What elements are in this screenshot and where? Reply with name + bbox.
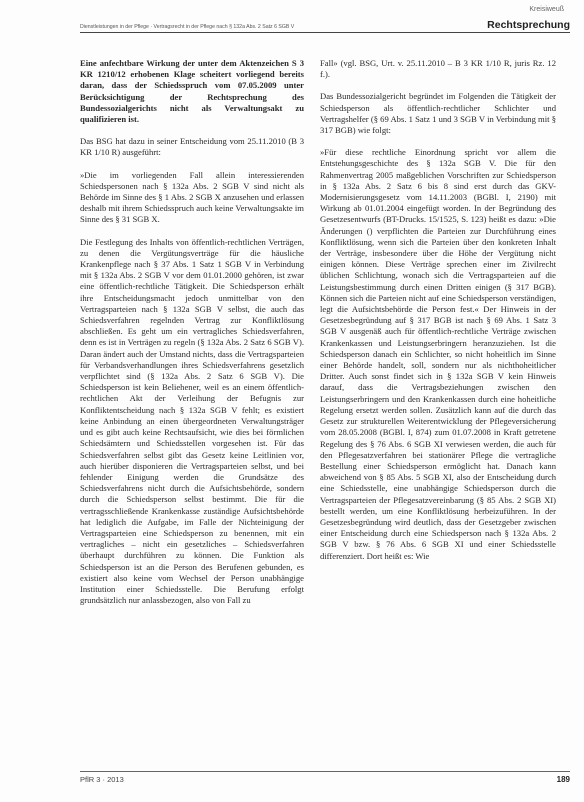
quote-paragraph: Die Festlegung des Inhalts von öffentlich-rechtlichen Verträgen, zu denen die Vergütungsverträge für die häusliche Krankenpflege nach § 37 Abs. 1 Satz 1 SGB V in Verbindung mit § 132a Abs. 2 SGB V vor dem 01.01.2000 gehören, ist zwar eine öffentlich-rechtliche Tätigkeit. Die Schiedsperson erhält ihre Entscheidungsmacht jedoch unmittelbar von den Vertragsparteien nach § 132a SGB V selbst, die auch das Schiedsverfahren regelnden Vertrag zur Konfliktlösung abschließen. Es geht um ein vertragliches Schiedsverfahren, denn es ist in Verträgen zu regeln (§ 132a Abs. 2 Satz 6 SGB V). Daran ändert auch der Umstand nichts, dass die Vertragsparteien für Verbandsverhandlungen ihres Schiedsverfahrens gesetzlich verpflichtet sind (§ 132a Abs. 2 Satz 6 SGB V). Die Schiedsperson ist kein Beliehener, weil es an einem öffentlich-rechtlichen Akt der Verleihung der Befugnis zur Konfliktentscheidung nach § 132a SGB V fehlt; es existiert keine Anbindung an einen übergeordneten Verwaltungsträger und es gibt auch keine Rechtsaufsicht, wie dies bei förmlichen Schiedsämtern und Schiedsstellen vorgesehen ist. Für das Schiedsverfahren selbst gibt das Gesetz keine Leitlinien vor, auch hierüber disponieren die Vertragsparteien selbst, und bei fehlender Einigung werden die Grundsätze des Schiedsverfahrens nicht durch die Aufsichtsbehörde, sondern durch die Schiedsperson selbst bestimmt. Die für die vertragsschließende Krankenkasse zuständige Aufsichtsbehörde hat lediglich die Aufgabe, im Falle der Nichteinigung der Vertragsparteien eine Schiedsperson zu benennen, mit ein vertragliches – nicht ein gesetzliches – Schiedsverfahren überhaupt durchführen zu können. Die Funktion als Schiedsperson ist an die Person des Berufenen gebunden, es existiert also keine vom Wechsel der Person unabhängige Institution einer Schiedsstelle. Die Berufung erfolgt grundsätzlich nur anlassbezogen, also von Fall zu (80, 236, 304, 606)
running-header (80, 17, 570, 33)
left-column (80, 58, 304, 617)
quote-paragraph: »Für diese rechtliche Einordnung spricht vor allem die Entstehungsgeschichte des § 132a SGB V. Die für den Rahmenvertrag 2005 maßgeblichen Vorschriften zur Schiedsperson in § 132a Abs. 2 Satz 6 bis 8 sind erst durch das GKV-Modernisierungsgesetz vom 14.11.2003 (BGBl. I, 2190) mit Wirkung ab 01.01.2004 eingefügt worden. In der Begründung des Gesetzesentwurfs (BT-Drucks. 15/1525, S. 123) heißt es dazu: »Die Änderungen () verpflichten die Parteien zur Durchführung eines Konfliktlösung, wenn sich die Parteien über den konkreten Inhalt der Verträge, insbesondere über die Höhe der Vergütung nicht einigen können. Diese Verträge sprechen einer im Zivilrecht üblichen Schlichtung, wonach sich die Vertragsparteien auf die Leistungsbestimmung durch einen Dritten einigen (§ 317 BGB). Können sich die Parteien nicht auf eine Schiedsperson verständigen, legt die Aufsichtsbehörde die Person fest.« Der Hinweis in der Gesetzesbegründung auf § 317 BGB ist nach § 69 Abs. 1 Satz 3 SGB V ausgenäß auch für öffentlich-rechtliche Verträge zwischen Krankenkassen und Leistungserbringern heranzuziehen. Ist die Schiedsperson danach ein Schlichter, so nicht hoheitlich im Sinne einer Behörde handelt, soll, sondern nur als nichthoheitlicher Dritter. Auch sonst findet sich in § 132a SGB V kein Hinweis darauf, dass die Vertragsbeziehungen zwischen den Leistungserbringern und den Krankenkassen durch eine hoheitliche Regelung ersetzt werden sollen. Zusätzlich kann auf die durch das Gesetz zur strukturellen Weiterentwicklung der Pflegeversicherung vom 28.05.2008 (BGBl. I, 874) zum 01.07.2008 in Kraft getretene Regelung des § 76 Abs. 6 SGB XI verwiesen werden, die auch für den Pflegesatzverfahren bei stationärer Pflege die vertragliche Bestellung einer Schiedsperson ermöglicht hat. Danach kann abweichend von § 85 Abs. 5 SGB XI, also der Entscheidung durch eine Schiedsstelle, eine unabhängige Schiedsperson durch die Vertragsparteien der Pflegesatzvereinbarung (§ 85 Abs. 2 SGB XI) bestellt werden, um eine Konfliktlösung herbeizuführen. In der Gesetzesbegründung wird deutlich, dass der Gesetzgeber zwischen einer Entscheidung durch eine Schiedsperson nach § 132a Abs. 2 SGB V bzw. § 76 Abs. 6 SGB XI und einer Schiedsstelle differenziert. Dort heißt es: Wie (320, 147, 556, 561)
quote-paragraph: »Die im vorliegenden Fall allein interessierenden Schiedspersonen nach § 132a Abs. 2 SGB V sind nicht als Behörde im Sinne des § 1 Abs. 2 SGB X anzusehen und erlassen deshalb mit ihrem Schiedsspruch auch keine Verwaltungsakte im Sinne des § 31 SGB X. (80, 169, 304, 225)
journal-issue: PflR 3 · 2013 (80, 775, 124, 784)
body-paragraph: Das BSG hat dazu in seiner Entscheidung vom 25.11.2010 (B 3 KR 1/10 R) ausgeführt: (80, 136, 304, 158)
page-footer (80, 771, 570, 786)
page-number: 189 (556, 775, 570, 784)
right-column (320, 58, 556, 573)
running-header-text: Dienstleistungen in der Pflege · Vertragsrecht in der Pflege nach § 132a Abs. 2 Satz 6 SGB V (80, 24, 295, 30)
headnote-paragraph: Eine anfechtbare Wirkung der unter dem Aktenzeichen S 3 KR 1210/12 erhobenen Klage scheitert vorliegend bereits daran, dass der Schiedsspruch vom 07.05.2009 unter Berücksichtigung der Rechtsprechung des Bundessozialgerichts nicht als Verwaltungsakt zu qualifizieren ist. (80, 58, 304, 125)
body-paragraph: Das Bundessozialgericht begründet im Folgenden die Tätigkeit der Schiedsperson als öffentlich-rechtlicher Schlichter und Vertragshelfer (§ 69 Abs. 1 Satz 1 und 3 SGB V in Verbindung mit § 317 BGB) wie folgt: (320, 91, 556, 136)
citation-paragraph: Fall» (vgl. BSG, Urt. v. 25.11.2010 – B 3 KR 1/10 R, juris Rz. 12 f.). (320, 58, 556, 80)
section-title: Rechtsprechung (487, 19, 570, 31)
section-label: Kreisiweuß (529, 6, 564, 13)
